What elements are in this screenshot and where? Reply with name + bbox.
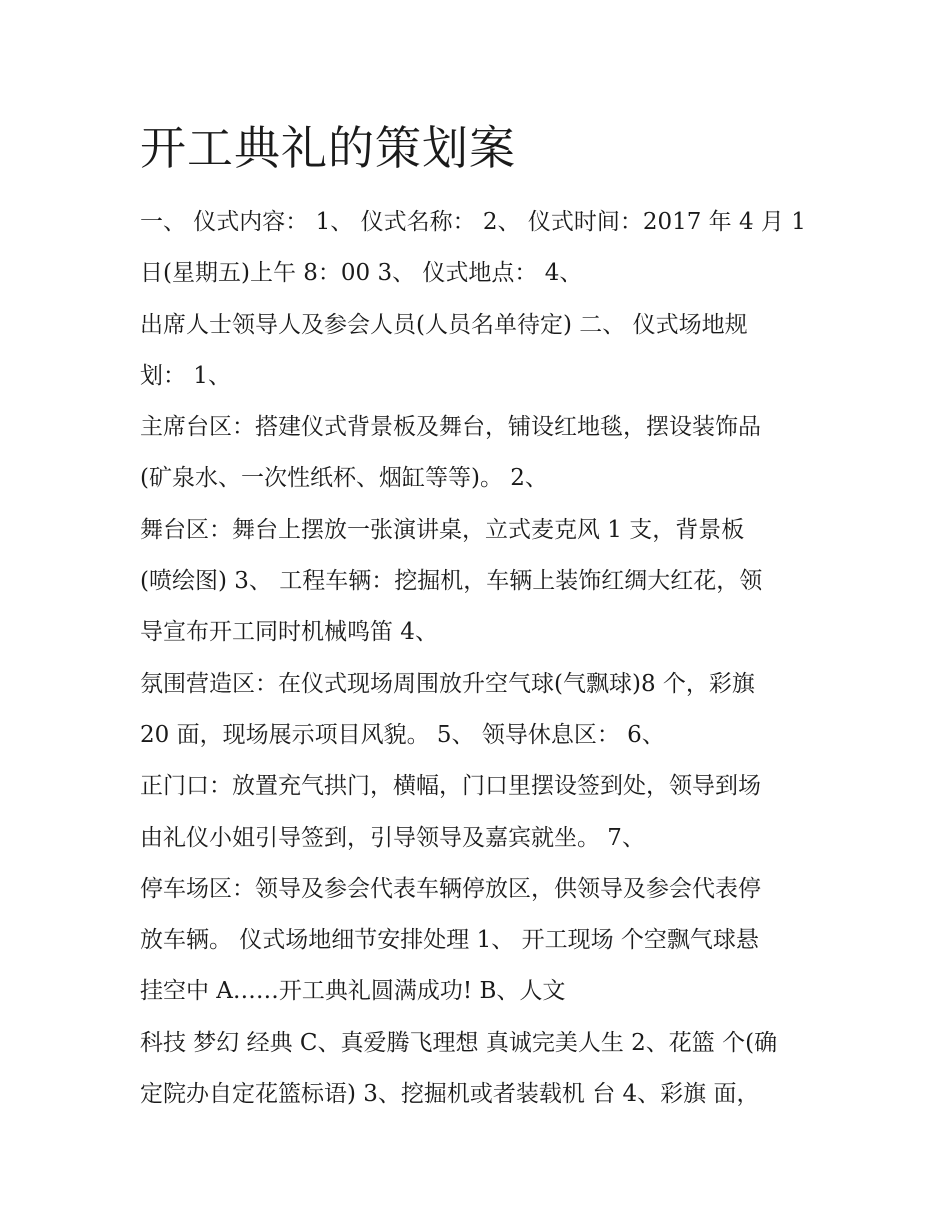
body-line: 舞台区：舞台上摆放一张演讲桌，立式麦克风 1 支，背景板 bbox=[140, 516, 745, 543]
body-line: 科技 梦幻 经典 C、真爱腾飞理想 真诚完美人生 2、花篮 个(确 bbox=[140, 1029, 778, 1056]
document-body bbox=[140, 197, 830, 1120]
body-line: (喷绘图) 3、 工程车辆：挖掘机，车辆上装饰红绸大红花，领 bbox=[140, 568, 763, 595]
body-line: (矿泉水、一次性纸杯、烟缸等等)。 2、 bbox=[140, 465, 548, 492]
body-line: 日(星期五)上午 8：00 3、 仪式地点： 4、 bbox=[140, 260, 583, 287]
body-line: 一、 仪式内容： 1、 仪式名称： 2、 仪式时间：2017 年 4 月 1 bbox=[140, 209, 806, 235]
body-line: 由礼仪小姐引导签到，引导领导及嘉宾就坐。 7、 bbox=[140, 824, 645, 851]
body-line: 正门口：放置充气拱门，横幅，门口里摆设签到处，领导到场 bbox=[140, 773, 761, 800]
body-line: 停车场区：领导及参会代表车辆停放区，供领导及参会代表停 bbox=[140, 875, 761, 902]
document-title: 开工典礼的策划案 bbox=[140, 121, 516, 175]
body-line: 定院办自定花篮标语) 3、挖掘机或者装载机 台 4、彩旗 面， bbox=[140, 1081, 760, 1108]
body-line: 氛围营造区：在仪式现场周围放升空气球(气飘球)8 个，彩旗 bbox=[140, 670, 755, 697]
body-line: 放车辆。 仪式场地细节安排处理 1、 开工现场 个空飘气球悬 bbox=[140, 927, 759, 954]
body-line: 出席人士领导人及参会人员(人员名单待定) 二、 仪式场地规 bbox=[140, 311, 748, 338]
body-line: 挂空中 A……开工典礼圆满成功! B、人文 bbox=[140, 978, 566, 1005]
body-line: 导宣布开工同时机械鸣笛 4、 bbox=[140, 619, 438, 646]
body-line: 主席台区：搭建仪式背景板及舞台，铺设红地毯，摆设装饰品 bbox=[140, 414, 761, 441]
body-line: 20 面，现场展示项目风貌。 5、 领导休息区： 6、 bbox=[140, 721, 665, 748]
body-line: 划： 1、 bbox=[140, 362, 231, 389]
